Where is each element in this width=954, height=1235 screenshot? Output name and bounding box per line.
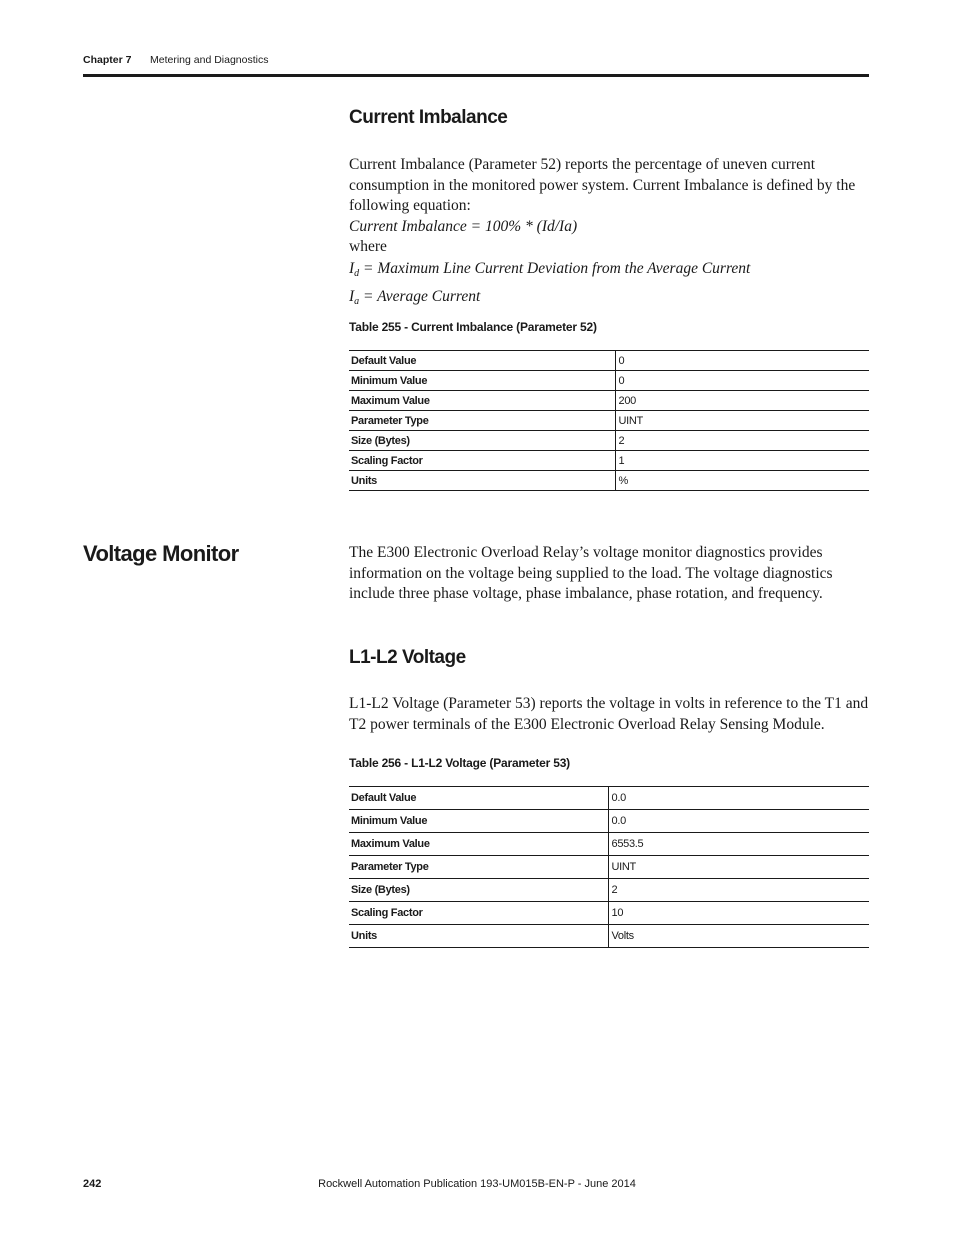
l1-l2-voltage-heading: L1-L2 Voltage (349, 647, 466, 668)
table-value: 0.0 (608, 810, 869, 833)
voltage-monitor-paragraph: The E300 Electronic Overload Relay’s voltage monitor diagnostics provides information on the voltage being supplied to the load. The voltage diagnostics include three phase voltage, phase imbalance, phase rotation, and frequency. (349, 544, 833, 602)
table-row (349, 351, 869, 371)
table-row (349, 471, 869, 491)
table-row (349, 810, 869, 833)
table-key: Size (Bytes) (349, 879, 608, 902)
table-key: Default Value (349, 351, 615, 371)
table-value: % (615, 471, 869, 491)
definition-id-var: I (349, 259, 355, 277)
voltage-monitor-body (349, 543, 869, 605)
table-key: Scaling Factor (349, 902, 608, 925)
table-value: 1 (615, 451, 869, 471)
table-key: Parameter Type (349, 856, 608, 879)
table-row (349, 451, 869, 471)
header-rule (83, 74, 869, 77)
table-value: UINT (608, 856, 869, 879)
table-row (349, 787, 869, 810)
table-value: 200 (615, 391, 869, 411)
table-row (349, 411, 869, 431)
table-row (349, 902, 869, 925)
table-value: 0.0 (608, 787, 869, 810)
definition-ia (349, 287, 869, 313)
definition-id-subscript: d (354, 267, 360, 279)
table-255-caption: Table 255 - Current Imbalance (Parameter 52) (349, 320, 597, 334)
table-row (349, 833, 869, 856)
table-row (349, 925, 869, 948)
table-row (349, 391, 869, 411)
table-key: Minimum Value (349, 371, 615, 391)
running-header (83, 54, 869, 66)
l1-l2-voltage-paragraph: L1-L2 Voltage (Parameter 53) reports the voltage in volts in reference to the T1 and T2 power terminals of the E300 Electronic Overload Relay Sensing Module. (349, 695, 869, 733)
table-key: Default Value (349, 787, 608, 810)
table-value: 6553.5 (608, 833, 869, 856)
definition-ia-subscript: a (354, 296, 360, 307)
table-key: Size (Bytes) (349, 431, 615, 451)
table-key: Minimum Value (349, 810, 608, 833)
definition-id (349, 259, 869, 285)
chapter-section-title: Metering and Diagnostics (150, 54, 269, 66)
current-imbalance-equation: Current Imbalance = 100% * (Id/Ia) (349, 217, 578, 235)
table-row (349, 371, 869, 391)
publication-footer: Rockwell Automation Publication 193-UM015B-EN-P - June 2014 (318, 1178, 636, 1190)
table-256-caption: Table 256 - L1-L2 Voltage (Parameter 53) (349, 756, 570, 770)
table-256 (349, 786, 869, 948)
table-value: 10 (608, 902, 869, 925)
table-row (349, 856, 869, 879)
where-label: where (349, 238, 387, 255)
current-imbalance-body (349, 155, 869, 313)
page-number: 242 (83, 1178, 102, 1190)
definition-ia-var: I (349, 288, 355, 305)
table-value: 2 (615, 431, 869, 451)
table-value: 0 (615, 371, 869, 391)
table-key: Maximum Value (349, 833, 608, 856)
table-key: Scaling Factor (349, 451, 615, 471)
table-key: Maximum Value (349, 391, 615, 411)
table-row (349, 431, 869, 451)
table-key: Units (349, 471, 615, 491)
table-value: 2 (608, 879, 869, 902)
current-imbalance-paragraph: Current Imbalance (Parameter 52) reports the percentage of uneven current consumption in the monitored power system. Current Imbalance is defined by the following equation: (349, 156, 856, 214)
table-value: UINT (615, 411, 869, 431)
definition-ia-text: = Average Current (359, 288, 481, 305)
table-255 (349, 350, 869, 491)
table-value: 0 (615, 351, 869, 371)
table-key: Units (349, 925, 608, 948)
current-imbalance-heading: Current Imbalance (349, 107, 508, 128)
table-row (349, 879, 869, 902)
voltage-monitor-heading: Voltage Monitor (83, 541, 239, 566)
chapter-label: Chapter 7 (83, 54, 132, 66)
definition-id-text: = Maximum Line Current Deviation from the Average Current (359, 259, 751, 277)
table-key: Parameter Type (349, 411, 615, 431)
table-value: Volts (608, 925, 869, 948)
l1-l2-voltage-body (349, 694, 869, 735)
